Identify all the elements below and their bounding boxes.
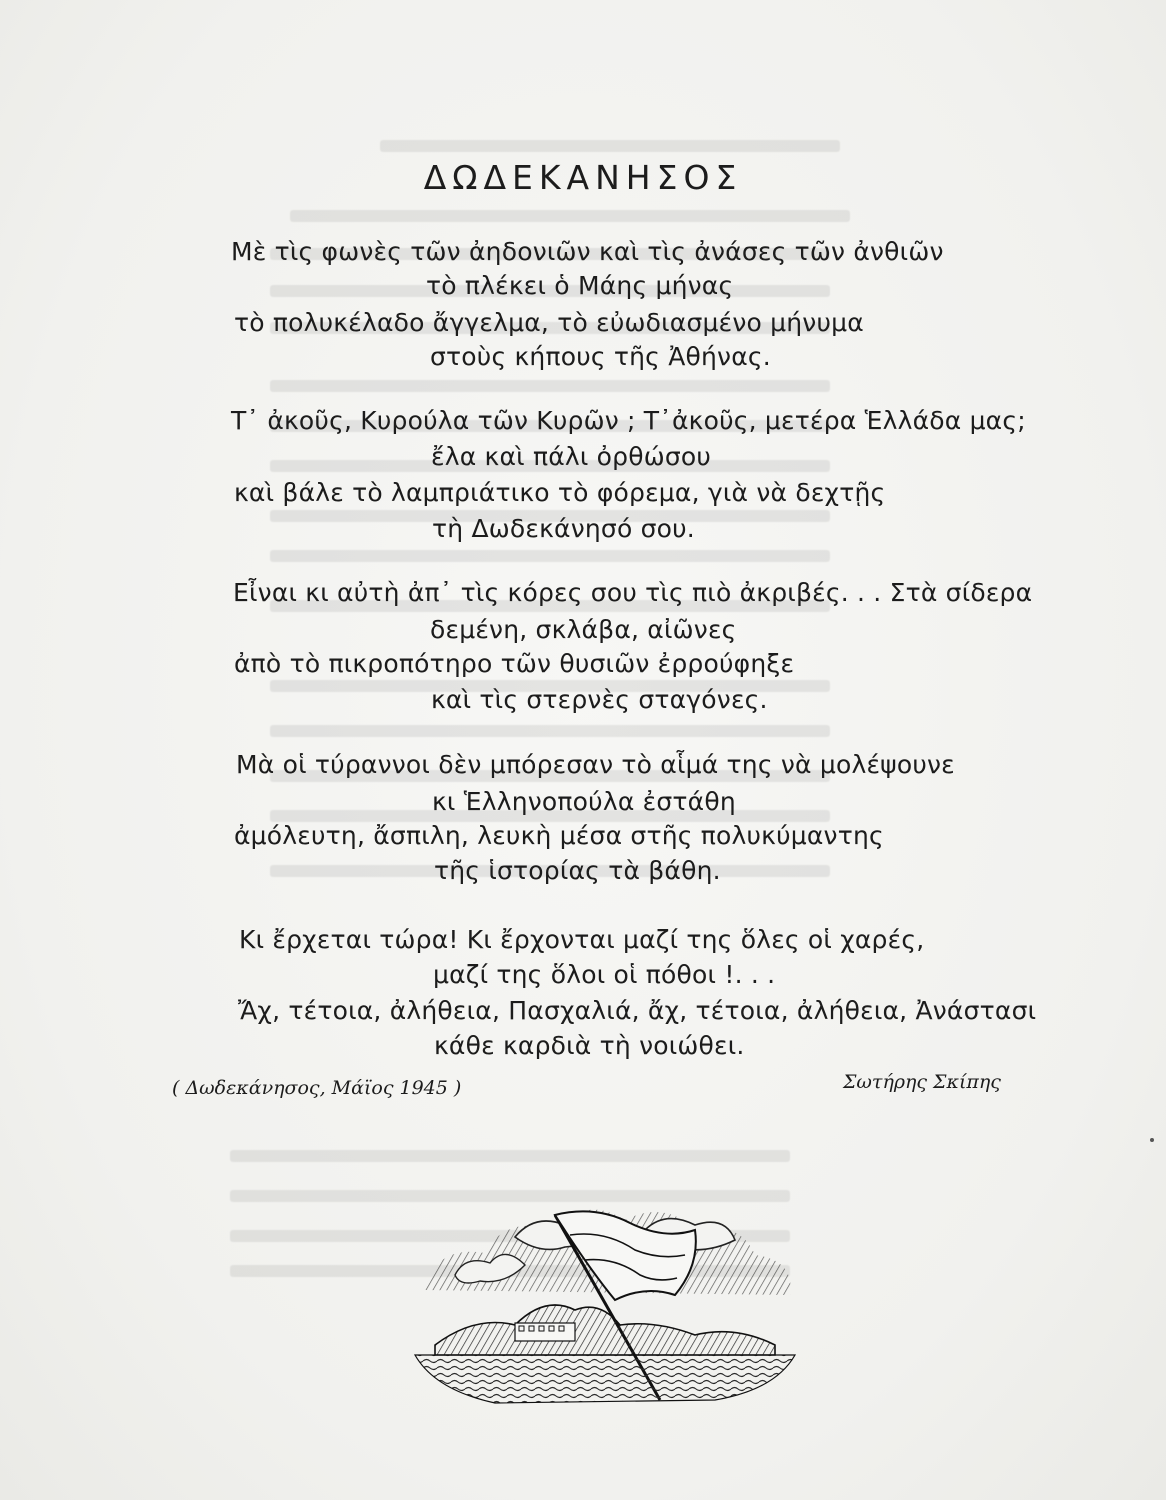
poem-line: τὸ πλέκει ὁ Μάης μήνας bbox=[426, 271, 734, 300]
poem-line: μαζί της ὅλοι οἱ πόθοι !. . . bbox=[433, 960, 776, 989]
poem-line: κάθε καρδιὰ τὴ νοιώθει. bbox=[434, 1031, 745, 1060]
poem-line: στοὺς κήπους τῆς Ἀθήνας. bbox=[430, 342, 771, 371]
poem-line: Μὲ τὶς φωνὲς τῶν ἀηδονιῶν καὶ τὶς ἀνάσες τῶν ἀνθιῶν bbox=[231, 237, 944, 266]
poem-line: δεμένη, σκλάβα, αἰῶνες bbox=[430, 615, 737, 644]
poem-line: τὴ Δωδεκάνησό σου. bbox=[432, 514, 695, 543]
poem-line: Τ᾽ ἀκοῦς, Κυρούλα τῶν Κυρῶν ; Τ᾽ἀκοῦς, μετέρα Ἑλλάδα μας; bbox=[231, 406, 1026, 435]
poem-line: Μὰ οἱ τύραννοι δὲν μπόρεσαν τὸ αἷμά της νὰ μολέψουνε bbox=[236, 750, 955, 779]
poem-line: Ἄχ, τέτοια, ἀλήθεια, Πασχαλιά, ἄχ, τέτοια, ἀλήθεια, Ἀνάστασι bbox=[238, 996, 1037, 1025]
poem-line: Εἶναι κι αὐτὴ ἀπ᾽ τὶς κόρες σου τὶς πιὸ ἀκριβές. . . Στὰ σίδερα bbox=[233, 578, 1033, 607]
poem-line: ἔλα καὶ πάλι ὀρθώσου bbox=[431, 442, 712, 471]
poem-line: ἀμόλευτη, ἄσπιλη, λευκὴ μέσα στῆς πολυκύμαντης bbox=[234, 821, 884, 850]
poem-line: καὶ τὶς στερνὲς σταγόνες. bbox=[431, 685, 768, 714]
poem-line: καὶ βάλε τὸ λαμπριάτικο τὸ φόρεμα, γιὰ νὰ δεχτῇς bbox=[234, 478, 886, 507]
poem-line: ἀπὸ τὸ πικροπότηρο τῶν θυσιῶν ἐρρούφηξε bbox=[234, 649, 795, 678]
flag-over-island-engraving-icon bbox=[395, 1175, 815, 1410]
poem-line: τὸ πολυκέλαδο ἄγγελμα, τὸ εὐωδιασμένο μήνυμα bbox=[234, 308, 864, 337]
author-signature: Σωτήρης Σκίπης bbox=[843, 1071, 1001, 1093]
print-speck bbox=[1150, 1138, 1154, 1142]
poem-title: ΔΩΔΕΚΑΝΗΣΟΣ bbox=[423, 158, 743, 197]
poem-line: Κι ἔρχεται τώρα! Κι ἔρχονται μαζί της ὅλες οἱ χαρές, bbox=[239, 925, 925, 954]
poem-line: κι Ἑλληνοπούλα ἐστάθη bbox=[432, 787, 736, 816]
poem-line: τῆς ἱστορίας τὰ βάθη. bbox=[434, 856, 721, 885]
place-date: ( Δωδεκάνησος, Μάϊος 1945 ) bbox=[172, 1077, 462, 1099]
